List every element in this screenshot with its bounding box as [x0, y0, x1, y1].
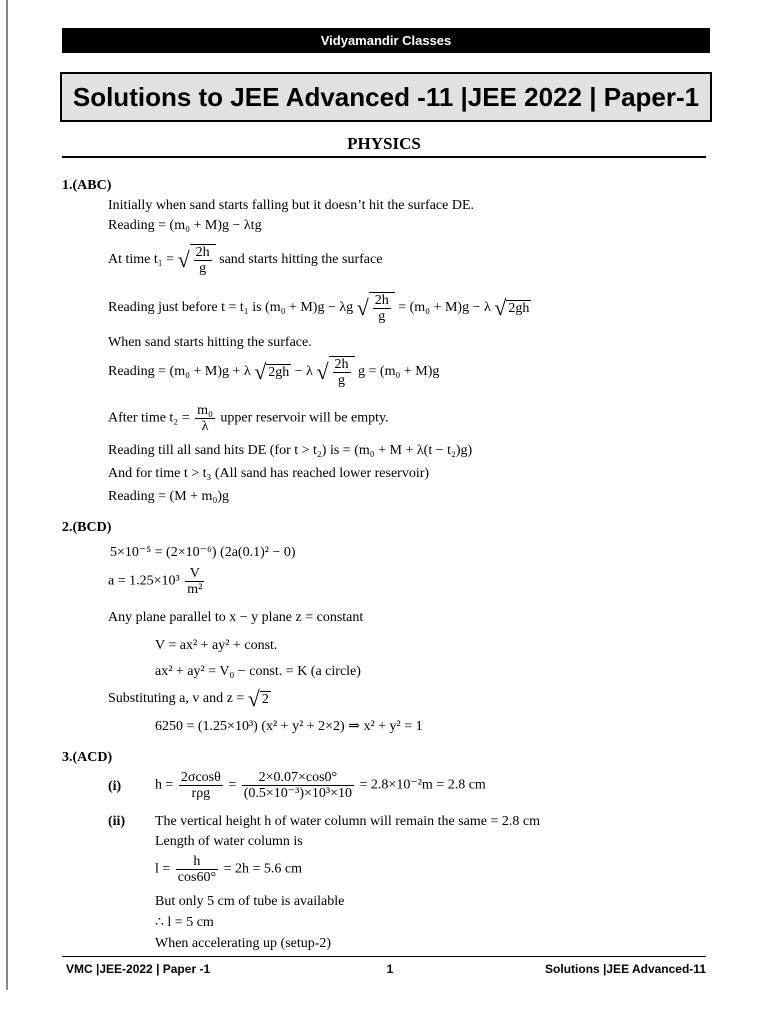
footer-left: VMC |JEE-2022 | Paper -1	[66, 962, 211, 976]
fraction-denominator: g	[338, 373, 346, 388]
q3-part-i-label: (i)	[108, 779, 122, 794]
q3-line-3: Length of water column is	[155, 834, 303, 849]
q2-line-2	[108, 566, 206, 597]
footer-rule	[62, 956, 706, 957]
q3-line-1	[155, 770, 486, 801]
fraction-numerator: 2σcosθ	[180, 770, 221, 785]
fraction	[185, 566, 204, 597]
fraction-denominator: m²	[187, 582, 203, 597]
sqrt-expression: √ $\frac{2h}{g}$	[316, 356, 354, 388]
sqrt-expression: √ 2gh	[494, 295, 530, 320]
q3-line-4	[155, 854, 302, 885]
q1-line-7-text-a: After time t₂ =	[108, 410, 190, 426]
q1-line-4	[108, 292, 531, 324]
q1-line-3	[108, 244, 382, 276]
fraction-numerator: 2×0.07×cos0°	[242, 770, 354, 786]
q3-line-2: The vertical height h of water column will remain the same = 2.8 cm	[155, 814, 540, 829]
sqrt-body: 2	[261, 691, 269, 707]
q3-line-4-text-a: l =	[155, 861, 171, 877]
fraction-numerator: V	[185, 566, 204, 582]
question-3-label: 3.(ACD)	[62, 750, 113, 765]
fraction	[195, 403, 215, 434]
sqrt-expression: √ $\frac{2h}{g}$	[178, 244, 216, 276]
page-number: 1	[386, 962, 394, 976]
sqrt-body: 2gh	[268, 364, 290, 380]
fraction-denominator: rρg	[191, 786, 211, 801]
q2-line-2-text-a: a = 1.25×10³	[108, 573, 180, 589]
fraction-denominator: λ	[201, 419, 209, 434]
fraction-numerator: h	[176, 854, 218, 870]
q2-line-5: ax² + ay² = V₀ − const. = K (a circle)	[155, 664, 361, 679]
q2-line-4: V = ax² + ay² + const.	[155, 638, 278, 653]
fraction-denominator: (0.5×10⁻³)×10³×10	[243, 786, 353, 801]
q1-line-6	[108, 356, 439, 388]
q3-line-4-text-b: = 2h = 5.6 cm	[223, 861, 302, 877]
q3-line-5: But only 5 cm of tube is available	[155, 894, 345, 909]
fraction-denominator: g	[378, 309, 386, 324]
q1-line-6-text-c: − λ	[294, 364, 313, 380]
fraction-numerator: 2h	[334, 357, 349, 372]
q3-line-1-text-b: =	[228, 777, 237, 793]
brand-bar: Vidyamandir Classes	[62, 28, 710, 53]
q2-line-1: 5×10⁻⁵ = (2×10⁻⁶) (2a(0.1)² − 0)	[110, 545, 296, 560]
fraction	[179, 770, 223, 801]
fraction	[242, 770, 354, 801]
q1-line-1: Initially when sand starts falling but it doesn’t hit the surface DE.	[108, 198, 474, 213]
q1-line-7-text-b: upper reservoir will be empty.	[220, 410, 389, 426]
q1-line-10: Reading = (M + m₀)g	[108, 489, 229, 504]
sqrt-expression: √ 2gh	[254, 359, 290, 384]
q1-line-6-text-d: g = (m₀ + M)g	[358, 364, 440, 380]
subject-underline	[62, 156, 706, 158]
footer-right: Solutions |JEE Advanced-11	[545, 962, 706, 976]
question-2-label: 2.(BCD)	[62, 520, 112, 535]
q3-part-ii-label: (ii)	[108, 814, 126, 829]
fraction-denominator: g	[199, 261, 207, 276]
subject-heading: PHYSICS	[347, 134, 421, 153]
q1-line-8: Reading till all sand hits DE (for t > t₂) is = (m₀ + M + λ(t − t₂)g)	[108, 443, 473, 458]
q1-line-3-text-b: sand starts hitting the surface	[219, 252, 383, 268]
q3-line-7: When accelerating up (setup-2)	[155, 936, 332, 951]
q1-line-7	[108, 403, 389, 434]
q2-line-3: Any plane parallel to x − y plane z = constant	[108, 610, 364, 625]
q2-line-7: 6250 = (1.25×10³) (x² + y² + 2×2) ⇒ x² + y² = 1	[155, 719, 423, 734]
q1-line-2: Reading = (m₀ + M)g − λtg	[108, 218, 262, 233]
fraction	[176, 854, 218, 885]
q2-line-6-text-a: Substituting a, v and z =	[108, 691, 245, 707]
q1-line-9: And for time t > t₃ (All sand has reached lower reservoir)	[108, 466, 430, 481]
q1-line-4-text-b: = (m₀ + M)g − λ	[398, 300, 491, 316]
question-1-label: 1.(ABC)	[62, 178, 112, 193]
fraction-numerator: 2h	[195, 245, 210, 260]
q3-line-6: ∴ l = 5 cm	[155, 915, 214, 930]
q1-line-6-text-a: Reading = (m₀ + M)g + λ	[108, 364, 251, 380]
page-title: Solutions to JEE Advanced -11 |JEE 2022 | Paper-1	[60, 72, 712, 122]
fraction-numerator: 2h	[374, 293, 389, 308]
fraction-denominator: cos60°	[177, 870, 217, 885]
sqrt-expression: √ $\frac{2h}{g}$	[357, 292, 395, 324]
q1-line-3-text-a: At time t₁ =	[108, 252, 175, 268]
sqrt-body: 2gh	[508, 300, 530, 316]
fraction-numerator: m₀	[197, 403, 213, 418]
q3-line-1-text-a: h =	[155, 777, 174, 793]
q3-line-1-text-c: = 2.8×10⁻²m = 2.8 cm	[359, 777, 486, 793]
q2-line-6	[108, 688, 271, 710]
q1-line-4-text-a: Reading just before t = t₁ is (m₀ + M)g − λg	[108, 300, 354, 316]
q1-line-5: When sand starts hitting the surface.	[108, 335, 312, 350]
sqrt-expression: √ 2	[247, 686, 269, 711]
